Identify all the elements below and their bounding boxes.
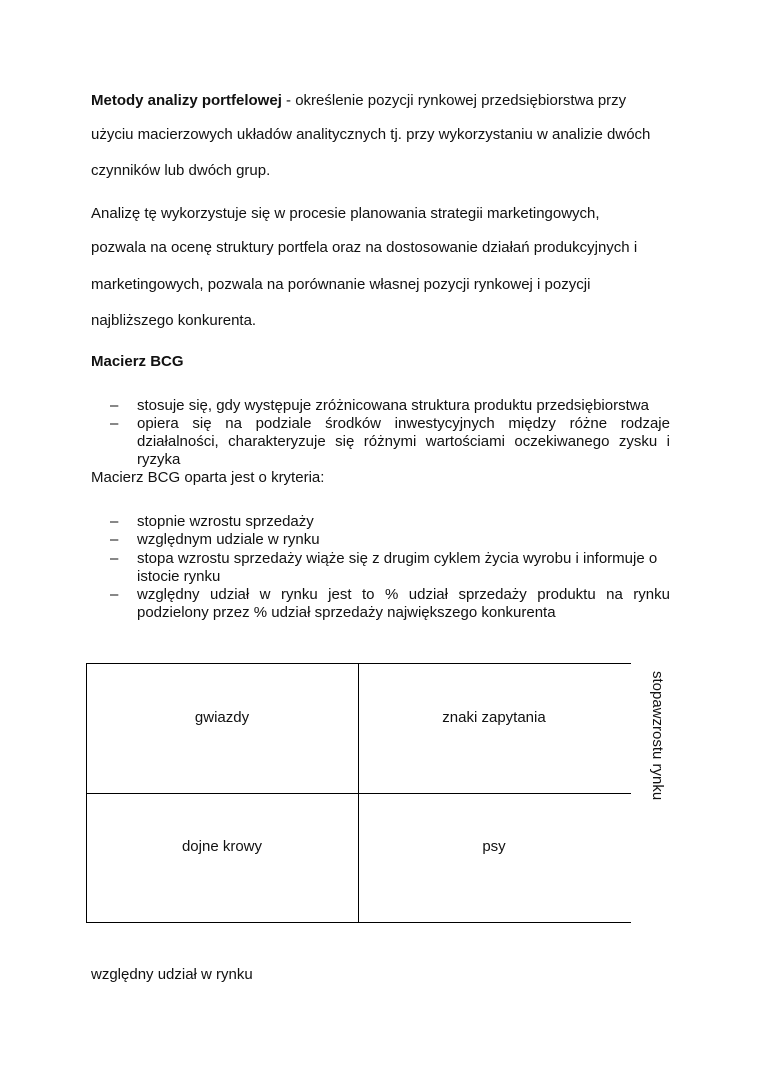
- intro-line-1-rest: - określenie pozycji rynkowej przedsiębiorstwa przy: [281, 92, 627, 109]
- heading-bcg: Macierz BCG: [91, 353, 184, 370]
- intro-term: Metody analizy portfelowej: [91, 92, 282, 109]
- bullet-dash: –: [110, 397, 119, 414]
- list1-item-2-line-2: działalności, charakteryzuje się różnymi wartościami oczekiwanego zysku i: [137, 433, 670, 450]
- matrix-cell-cash-cows: dojne krowy: [181, 838, 263, 855]
- para2-line-4: najbliższego konkurenta.: [91, 312, 257, 329]
- bullet-dash: –: [110, 550, 119, 567]
- criteria-intro: Macierz BCG oparta jest o kryteria:: [91, 469, 325, 486]
- matrix-y-axis-label: stopawzrostu rynku: [649, 671, 666, 801]
- list2-item-1: stopnie wzrostu sprzedaży: [137, 513, 314, 530]
- para2-line-1: Analizę tę wykorzystuje się w procesie planowania strategii marketingowych,: [91, 205, 600, 222]
- list2-item-4-line-2: podzielony przez % udział sprzedaży największego konkurenta: [137, 604, 556, 621]
- list2-item-2: względnym udziale w rynku: [137, 531, 320, 548]
- intro-line-1: [91, 92, 626, 109]
- para2-line-2: pozwala na ocenę struktury portfela oraz na dostosowanie działań produkcyjnych i: [91, 239, 638, 256]
- list1-item-2-line-3: ryzyka: [137, 451, 181, 468]
- bullet-dash: –: [110, 586, 119, 603]
- matrix-left-border: [86, 663, 87, 923]
- intro-line-2: użyciu macierzowych układów analitycznych tj. przy wykorzystaniu w analizie dwóch: [91, 126, 651, 143]
- list1-item-2-line-1: opiera się na podziale środków inwestycyjnych między różne rodzaje: [137, 415, 670, 432]
- list1-item-1: stosuje się, gdy występuje zróżnicowana struktura produktu przedsiębiorstwa: [137, 397, 649, 414]
- list2-item-3-line-2: istocie rynku: [137, 568, 221, 585]
- bullet-dash: –: [110, 531, 119, 548]
- intro-line-3: czynników lub dwóch grup.: [91, 162, 271, 179]
- para2-line-3: marketingowych, pozwala na porównanie własnej pozycji rynkowej i pozycji: [91, 276, 591, 293]
- matrix-center-divider: [358, 663, 359, 923]
- matrix-cell-stars: gwiazdy: [194, 709, 250, 726]
- list2-item-3-line-1: stopa wzrostu sprzedaży wiąże się z drugim cyklem życia wyrobu i informuje o: [137, 550, 658, 567]
- bullet-dash: –: [110, 513, 119, 530]
- matrix-x-axis-label: względny udział w rynku: [91, 966, 253, 983]
- matrix-cell-question-marks: znaki zapytania: [442, 709, 546, 726]
- matrix-cell-dogs: psy: [482, 838, 506, 855]
- bullet-dash: –: [110, 415, 119, 432]
- list2-item-4-line-1: względny udział w rynku jest to % udział sprzedaży produktu na rynku: [137, 586, 670, 603]
